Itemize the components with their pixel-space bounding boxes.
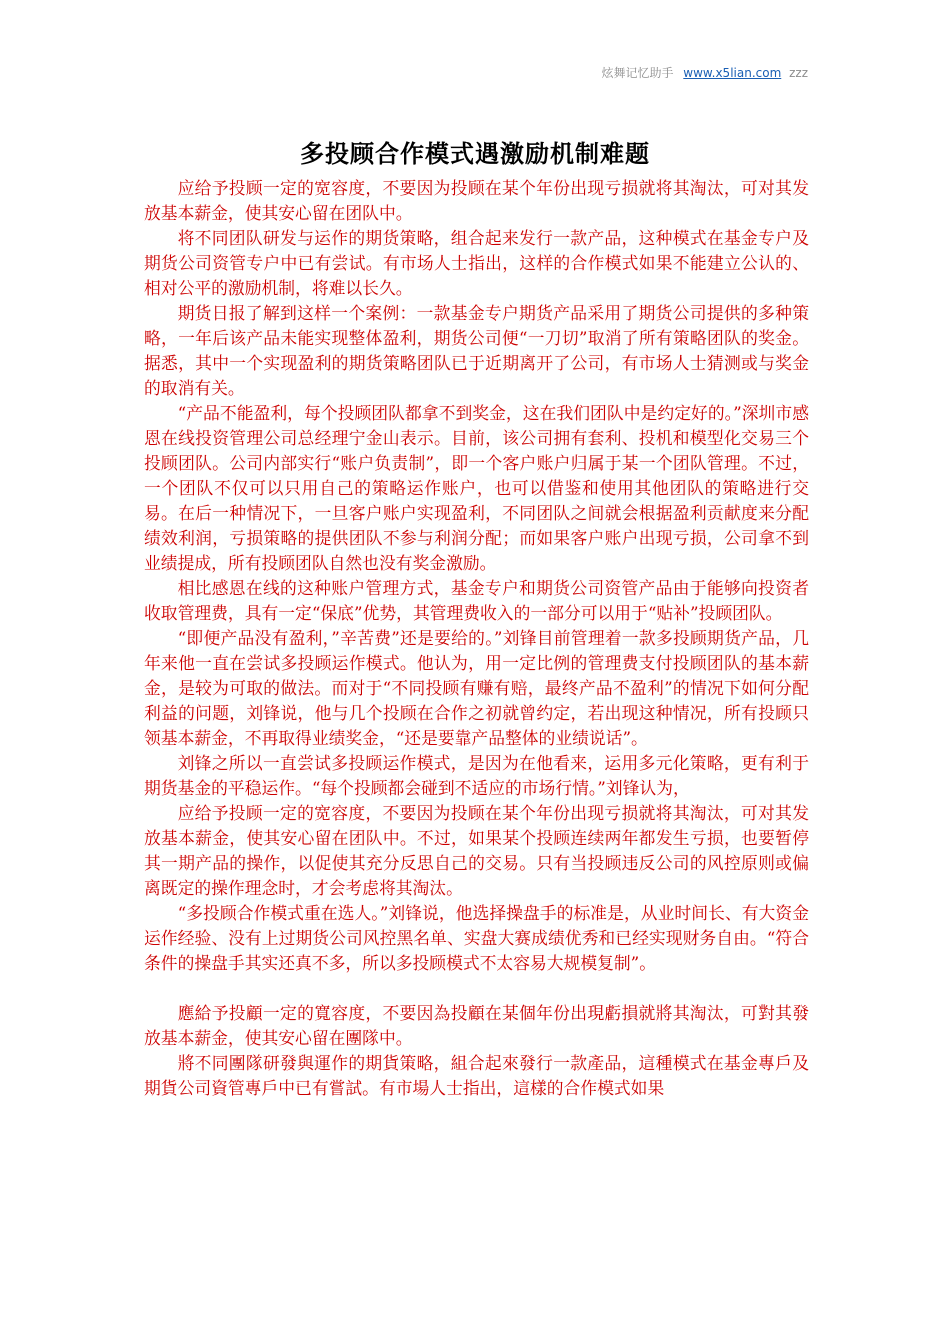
paragraph: “产品不能盈利，每个投顾团队都拿不到奖金，这在我们团队中是约定好的。”深圳市感恩在线投资管理公司总经理宁金山表示。目前，该公司拥有套利、投机和模型化交易三个投顾团队。公司内部实行“账户负责制”，即一个客户账户归属于某一个团队管理。不过，一个团队不仅可以只用自己的策略运作账户，也可以借鉴和使用其他团队的策略进行交易。在后一种情况下，一旦客户账户实现盈利，不同团队之间就会根据盈利贡献度来分配绩效利润，亏损策略的提供团队不参与利润分配；而如果客户账户出现亏损，公司拿不到业绩提成，所有投顾团队自然也没有奖金激励。 (144, 403, 809, 573)
paragraph: “即便产品没有盈利，”辛苦费”还是要给的。”刘锋目前管理着一款多投顾期货产品，几年来他一直在尝试多投顾运作模式。他认为，用一定比例的管理费支付投顾团队的基本薪金，是较为可取的做法。而对于“不同投顾有赚有赔，最终产品不盈利”的情况下如何分配利益的问题，刘锋说，他与几个投顾在合作之初就曾约定，若出现这种情况，所有投顾只领基本薪金，不再取得业绩奖金，“还是要靠产品整体的业绩说话”。 (144, 628, 809, 748)
paragraph-spacer (144, 976, 809, 1001)
paragraph: “多投顾合作模式重在选人。”刘锋说，他选择操盘手的标准是，从业时间长、有大资金运作经验、没有上过期货公司风控黑名单、实盘大赛成绩优秀和已经实现财务自由。“符合条件的操盘手其实还真不多，所以多投顾模式不太容易大规模复制”。 (144, 903, 809, 973)
header-site-name: 炫舞记忆助手 (601, 66, 674, 80)
document-title: 多投顾合作模式遇激励机制难题 (300, 139, 650, 168)
paragraph: 相比感恩在线的这种账户管理方式，基金专户和期货公司资管产品由于能够向投资者收取管理费，具有一定“保底”优势，其管理费收入的一部分可以用于“贴补”投顾团队。 (144, 578, 809, 623)
paragraph: 將不同團隊研發與運作的期貨策略，組合起來發行一款產品，這種模式在基金專戶及期貨公司資管專戶中已有嘗試。有市場人士指出，這樣的合作模式如果 (144, 1053, 809, 1098)
paragraph: 应给予投顾一定的宽容度，不要因为投顾在某个年份出现亏损就将其淘汰，可对其发放基本薪金，使其安心留在团队中。不过，如果某个投顾连续两年都发生亏损，也要暂停其一期产品的操作，以促使其充分反思自己的交易。只有当投顾违反公司的风控原则或偏离既定的操作理念时，才会考虑将其淘汰。 (144, 803, 809, 898)
paragraph: 将不同团队研发与运作的期货策略，组合起来发行一款产品，这种模式在基金专户及期货公司资管专户中已有尝试。有市场人士指出，这样的合作模式如果不能建立公认的、相对公平的激励机制，将难以长久。 (144, 228, 809, 298)
paragraph: 应给予投顾一定的宽容度，不要因为投顾在某个年份出现亏损就将其淘汰，可对其发放基本薪金，使其安心留在团队中。 (144, 178, 809, 223)
page-header (601, 64, 808, 81)
paragraph: 期货日报了解到这样一个案例：一款基金专户期货产品采用了期货公司提供的多种策略，一年后该产品未能实现整体盈利，期货公司便“一刀切”取消了所有策略团队的奖金。据悉，其中一个实现盈利的期货策略团队已于近期离开了公司，有市场人士猜测或与奖金的取消有关。 (144, 303, 809, 398)
article-body (144, 176, 809, 1101)
paragraph: 刘锋之所以一直尝试多投顾运作模式，是因为在他看来，运用多元化策略，更有利于期货基金的平稳运作。“每个投顾都会碰到不适应的市场行情。”刘锋认为， (144, 753, 809, 798)
header-suffix: zzz (789, 66, 808, 80)
paragraph: 應給予投顧一定的寬容度，不要因為投顧在某個年份出現虧損就將其淘汰，可對其發放基本薪金，使其安心留在團隊中。 (144, 1003, 809, 1048)
header-url-link[interactable]: www.x5lian.com (683, 66, 782, 80)
